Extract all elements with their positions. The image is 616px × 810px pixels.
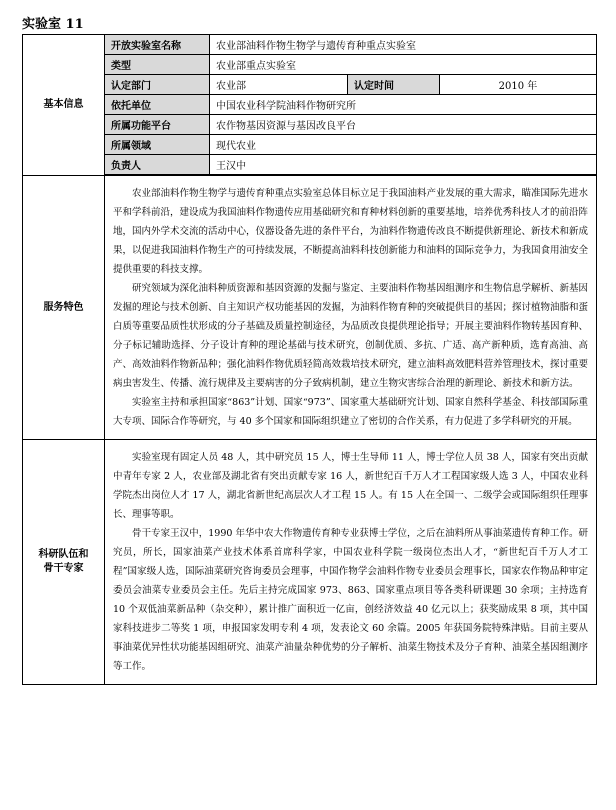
team-text (105, 440, 597, 685)
section-team-line1: 科研队伍和 (38, 549, 89, 560)
value-lab-name: 农业部油料作物生物学与遗传育种重点实验室 (210, 35, 597, 55)
value-platform: 农作物基因资源与基因改良平台 (210, 115, 597, 135)
value-head: 王汉中 (210, 155, 597, 175)
row-platform (23, 115, 597, 135)
section-basic-info: 基本信息 (23, 35, 105, 176)
row-team (23, 440, 597, 685)
page-title: 实验室 11 (22, 17, 84, 32)
service-paragraph-2: 研究领域为深化油料种质资源和基因资源的发掘与鉴定、主要油料作物基因组测序和生物信息学解析、新基因发掘的理论与技术创新、自主知识产权功能基因的发掘，为油料作物育种的突破提供目的基因；探讨植物油脂和蛋白质等重要品质性状形成的分子基础及质量控制途径，为品质改良提供理论指导；开展主要油料作物转基因育种、分子标记辅助选择、分子设计育种的理论基础与技术研究，创制优质、多抗、广适、高产新种质，选育高油、高产、高效油料作物新品种；强化油料作物优质轻简高效栽培技术研究，建立油料高效肥料营养管理技术，探讨重要病虫害发生、传播、流行规律及主要病害的分子致病机制，建立生物灾害综合治理的新理论、新技术和新方法。 (113, 283, 589, 389)
row-lab-name (23, 35, 597, 55)
label-type: 类型 (105, 55, 210, 75)
row-dept (23, 75, 597, 95)
row-field (23, 135, 597, 155)
row-service (23, 176, 597, 440)
team-paragraph-2: 骨干专家王汉中，1990 年华中农大作物遗传育种专业获博士学位，之后在油料所从事油菜遗传育种工作。研究员，所长，国家油菜产业技术体系首席科学家，中国农业科学院一级岗位杰出人才，“新世纪百千万人才工程”国家级人选，国际油菜研究咨询委员会理事，中国作物学会油料作物专业委员会理事长，国家农作物品种审定委员会油菜专业委员会主任。先后主持完成国家 973、863、国家重点项目等各类科研课题 30 余项；主持选育 10 个双低油菜新品种（杂交种），累计推广面积近一亿亩，创经济效益 40 亿元以上；获奖励成果 8 项，其中国家科技进步二等奖 1 项，申报国家发明专利 4 项，发表论文 60 余篇。2005 年获国务院特殊津贴。目前主要从事油菜优异性状功能基因组研究、油菜产油量杂种优势的分子解析、油菜生物技术及分子育种、油菜全基因组测序等工作。 (113, 528, 589, 672)
team-paragraph-1: 实验室现有固定人员 48 人，其中研究员 15 人，博士生导师 11 人，博士学位人员 38 人，国家有突出贡献中青年专家 2 人，农业部及湖北省有突出贡献专家 16 人，新世纪百千万人才工程国家级人选 3 人，中国农业科学院杰出岗位人才 17 人，湖北省新世纪高层次人才工程 15 人。有 15 人在全国一、二级学会或国际组织任理事长、理事等职。 (113, 452, 588, 520)
section-team (23, 440, 105, 685)
value-field: 现代农业 (210, 135, 597, 155)
value-unit: 中国农业科学院油料作物研究所 (210, 95, 597, 115)
label-field: 所属领域 (105, 135, 210, 155)
label-platform: 所属功能平台 (105, 115, 210, 135)
label-time: 认定时间 (348, 75, 440, 95)
service-paragraph-1: 农业部油料作物生物学与遗传育种重点实验室总体目标立足于我国油料产业发展的重大需求，瞄准国际先进水平和学科前沿，建设成为我国油料作物遗传应用基础研究和育种材料创新的重要基地，培养优秀科技人才的前沿阵地，国内外学术交流的活动中心，仪器设备先进的条件平台，为油料作物遗传改良不断提供新理论、新技术和新成果，以促进我国油料作物生产的可持续发展，不断提高油料科技创新能力和油料的国际竞争力，为我国食用油安全提供重要的科技支撑。 (113, 188, 589, 275)
row-type (23, 55, 597, 75)
row-unit (23, 95, 597, 115)
label-lab-name: 开放实验室名称 (105, 35, 210, 55)
label-unit: 依托单位 (105, 95, 210, 115)
value-type: 农业部重点实验室 (210, 55, 597, 75)
section-team-line2: 骨干专家 (43, 563, 84, 574)
lab-info-table (22, 34, 597, 685)
service-paragraph-3: 实验室主持和承担国家“863”计划、国家“973”、国家重大基础研究计划、国家自然科学基金、科技部国际重大专项、国际合作等研究，与 40 多个国家和国际组织建立了密切的合作关系，有力促进了多学科研究的开展。 (113, 397, 588, 427)
value-time: 2010 年 (440, 75, 597, 95)
section-service: 服务特色 (23, 176, 105, 440)
label-head: 负责人 (105, 155, 210, 175)
service-text (105, 176, 597, 440)
value-dept: 农业部 (210, 75, 348, 95)
row-head (23, 155, 597, 175)
label-dept: 认定部门 (105, 75, 210, 95)
